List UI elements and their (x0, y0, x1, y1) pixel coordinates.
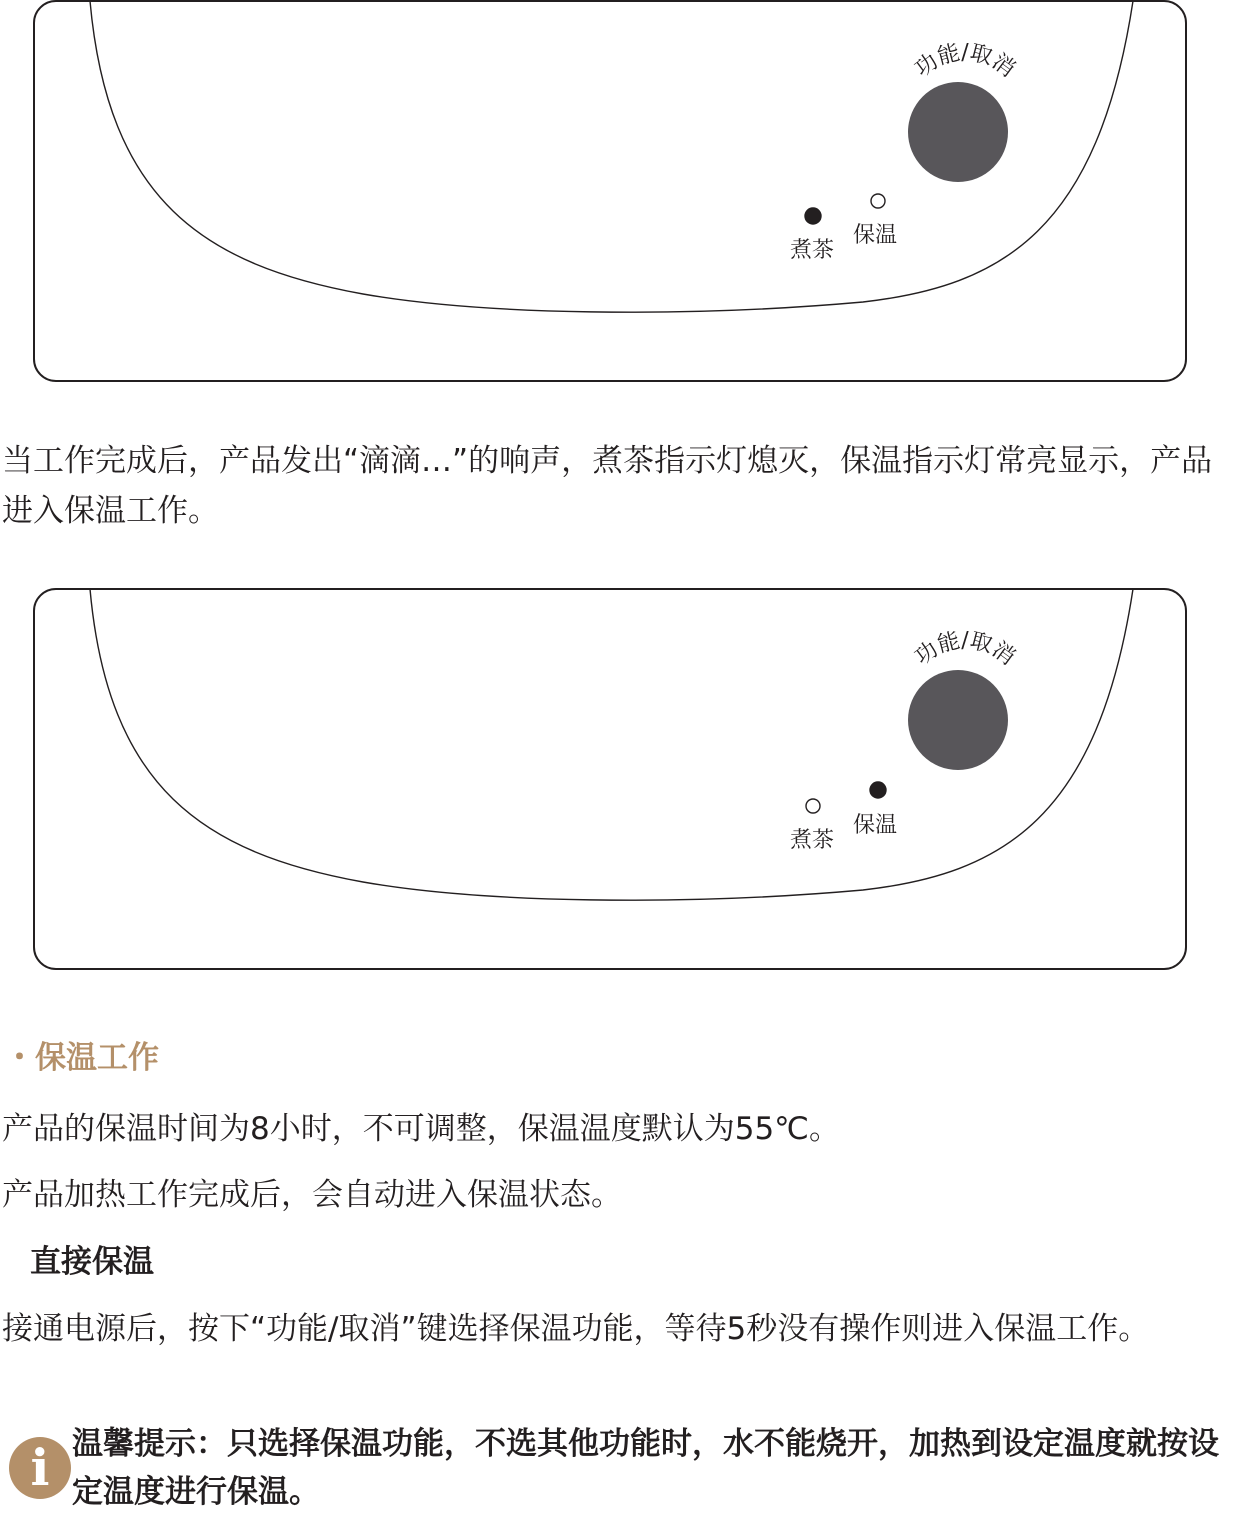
function-cancel-label (910, 40, 1019, 82)
control-panel-diagram-2 (33, 588, 1187, 970)
info-icon-glyph: i (30, 1438, 50, 1497)
keep-warm-indicator-light-off (871, 194, 885, 208)
section-title-keep-warm: ・保温工作 (4, 1040, 159, 1076)
paragraph-completion: 当工作完成后，产品发出“滴滴…”的响声，煮茶指示灯熄灭，保温指示灯常亮显示，产品进入保温工作。 (2, 443, 1213, 529)
keep-warm-indicator-light-on (870, 782, 886, 798)
function-cancel-knob[interactable] (908, 670, 1008, 770)
paragraph-auto-keep-warm: 产品加热工作完成后，会自动进入保温状态。 (2, 1177, 622, 1213)
tea-indicator-label: 煮茶 (790, 828, 835, 853)
info-icon (9, 1437, 71, 1499)
function-cancel-label-text: 功能/取消 (910, 40, 1020, 83)
function-cancel-label-text: 功能/取消 (910, 628, 1020, 671)
tea-indicator-label: 煮茶 (790, 238, 835, 263)
subtitle-direct-keep-warm: 直接保温 (30, 1244, 154, 1280)
control-panel-outline (33, 588, 1187, 970)
tea-indicator-light-off (806, 799, 820, 813)
tea-indicator-light-on (805, 208, 821, 224)
function-cancel-knob[interactable] (908, 82, 1008, 182)
paragraph-direct-keep-warm: 接通电源后，按下“功能/取消”键选择保温功能，等待5秒没有操作则进入保温工作。 (2, 1311, 1150, 1347)
control-panel-outline (33, 0, 1187, 382)
paragraph-keep-warm-duration: 产品的保温时间为8小时，不可调整，保温温度默认为55℃。 (2, 1111, 840, 1147)
keep-warm-indicator-label: 保温 (853, 813, 898, 838)
function-cancel-label (910, 628, 1019, 670)
tip-text: 温馨提示：只选择保温功能，不选其他功能时，水不能烧开，加热到设定温度就按设定温度进行保温。 (72, 1426, 1219, 1510)
control-panel-diagram-1 (33, 0, 1187, 382)
keep-warm-indicator-label: 保温 (853, 223, 898, 248)
